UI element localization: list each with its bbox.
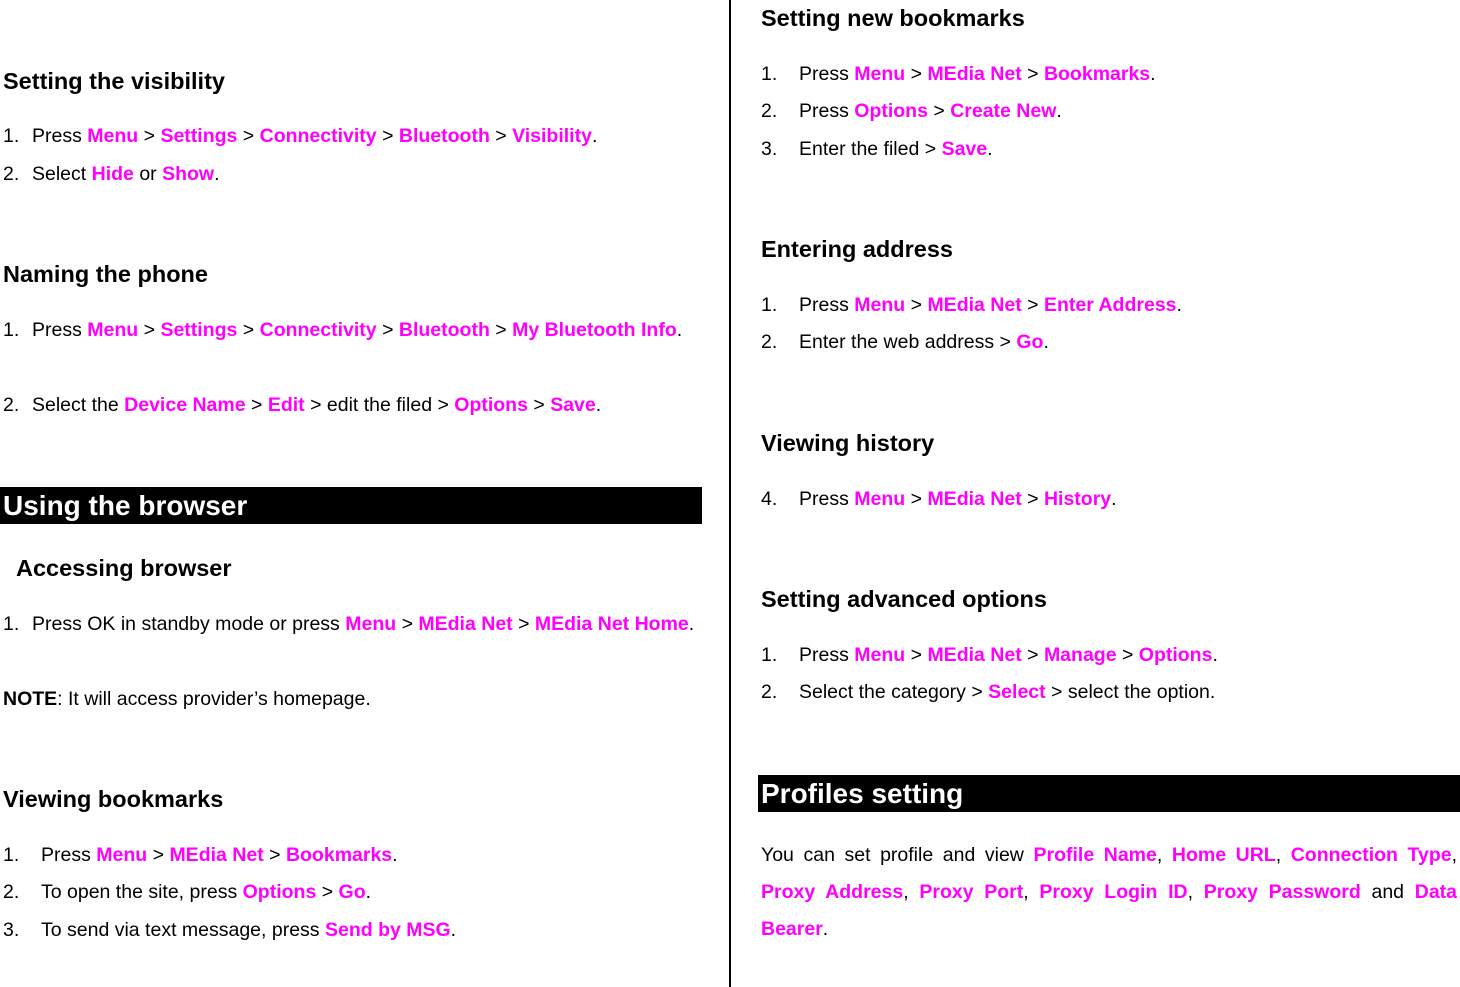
step-text: Press [799, 294, 849, 316]
step-number: 3. [3, 919, 20, 941]
section-bar-using-browser: Using the browser [0, 487, 702, 524]
paragraph-text: You can set profile and view [761, 844, 1024, 866]
connectivity-link: Connectivity [259, 319, 377, 341]
connection-type-link: Connection Type [1290, 844, 1452, 866]
separator: > [143, 319, 156, 341]
heading-viewing-history: Viewing history [761, 430, 935, 456]
period: . [1176, 294, 1182, 316]
proxy-port-link: Proxy Port [919, 881, 1024, 903]
bluetooth-link: Bluetooth [398, 319, 490, 341]
save-link: Save [941, 138, 988, 160]
step-text: To send via text message, press [41, 919, 320, 941]
heading-entering-address: Entering address [761, 236, 953, 262]
separator: > [910, 644, 923, 666]
step-text: Press [799, 100, 849, 122]
step-number: 1. [3, 319, 20, 341]
media-net-home-link: MEdia Net Home [534, 613, 689, 635]
separator: > [242, 319, 255, 341]
step-text: Select the [32, 394, 119, 416]
step-number: 1. [3, 844, 20, 866]
separator: > [910, 294, 923, 316]
profile-name-link: Profile Name [1033, 844, 1157, 866]
menu-link: Menu [854, 294, 906, 316]
step-text: Enter the web address > [799, 331, 1011, 353]
address-step-1 [761, 287, 1182, 324]
media-net-link: MEdia Net [927, 644, 1022, 666]
bookmarks-step-1 [3, 837, 398, 874]
period: . [1212, 644, 1218, 666]
separator: > [1121, 644, 1134, 666]
step-number: 1. [761, 63, 778, 85]
hide-link: Hide [91, 163, 134, 185]
new-bookmarks-step-3 [761, 131, 993, 168]
accessing-note [3, 681, 371, 718]
proxy-address-link: Proxy Address [761, 881, 904, 903]
step-number: 1. [3, 125, 20, 147]
history-step [761, 481, 1117, 518]
profiles-paragraph [761, 837, 1457, 948]
step-number: 2. [761, 681, 778, 703]
new-bookmarks-step-1 [761, 56, 1156, 93]
step-text: Press [799, 488, 849, 510]
step-text: Press [32, 319, 82, 341]
address-step-2 [761, 324, 1049, 361]
step-number: 2. [3, 881, 20, 903]
menu-link: Menu [87, 319, 139, 341]
separator: > [321, 881, 334, 903]
separator: > [269, 844, 281, 866]
step-number: 2. [3, 163, 20, 185]
separator: > [251, 394, 263, 416]
period: . [676, 319, 683, 341]
period: . [392, 844, 398, 866]
separator: > [143, 125, 156, 147]
step-text: Press [799, 63, 849, 85]
separator: > [910, 63, 923, 85]
media-net-link: MEdia Net [927, 63, 1022, 85]
step-number: 1. [3, 613, 20, 635]
step-number: 3. [761, 138, 778, 160]
separator: > [152, 844, 165, 866]
period: . [822, 918, 829, 940]
media-net-link: MEdia Net [169, 844, 264, 866]
period: . [1150, 63, 1156, 85]
section-bar-profiles-setting: Profiles setting [758, 775, 1460, 812]
step-number: 1. [761, 294, 778, 316]
heading-setting-visibility: Setting the visibility [3, 68, 225, 94]
step-number: 4. [761, 488, 778, 510]
step-number: 2. [3, 394, 20, 416]
step-text: > select the option. [1051, 681, 1216, 703]
options-link: Options [1138, 644, 1213, 666]
step-text: > edit the filed > [310, 394, 449, 416]
bluetooth-link: Bluetooth [398, 125, 490, 147]
period: . [450, 919, 457, 941]
go-link: Go [1016, 331, 1044, 353]
step-text: Enter the filed > [799, 138, 937, 160]
enter-address-link: Enter Address [1043, 294, 1177, 316]
save-link: Save [550, 394, 596, 416]
visibility-step-2 [3, 156, 220, 193]
visibility-link: Visibility [512, 125, 592, 147]
device-name-link: Device Name [124, 394, 246, 416]
bookmarks-link: Bookmarks [285, 844, 393, 866]
step-number: 2. [761, 331, 778, 353]
step-text: Press [41, 844, 91, 866]
create-new-link: Create New [950, 100, 1057, 122]
separator: > [910, 488, 923, 510]
settings-link: Settings [160, 319, 238, 341]
proxy-login-id-link: Proxy Login ID [1039, 881, 1188, 903]
menu-link: Menu [345, 613, 397, 635]
options-link: Options [854, 100, 928, 122]
connectivity-link: Connectivity [259, 125, 377, 147]
paragraph-text: and [1371, 881, 1405, 903]
separator: > [1027, 63, 1039, 85]
column-divider [729, 0, 731, 987]
home-url-link: Home URL [1171, 844, 1276, 866]
period: . [1043, 331, 1049, 353]
comma: , [1023, 881, 1029, 903]
advanced-step-1 [761, 637, 1218, 674]
menu-link: Menu [96, 844, 148, 866]
bookmarks-step-2 [3, 874, 371, 911]
manage-link: Manage [1043, 644, 1117, 666]
accessing-step-1 [3, 606, 699, 643]
menu-link: Menu [87, 125, 139, 147]
advanced-step-2 [761, 674, 1215, 711]
heading-setting-new-bookmarks: Setting new bookmarks [761, 5, 1025, 31]
period: . [591, 125, 598, 147]
edit-link: Edit [267, 394, 305, 416]
visibility-step-1 [3, 118, 597, 155]
separator: > [1027, 488, 1039, 510]
period: . [688, 613, 695, 635]
step-number: 2. [761, 100, 778, 122]
period: . [214, 163, 220, 185]
step-text: Press [32, 125, 82, 147]
period: . [365, 881, 372, 903]
separator: > [401, 613, 413, 635]
options-link: Options [242, 881, 317, 903]
heading-setting-advanced-options: Setting advanced options [761, 586, 1047, 612]
comma: , [1187, 881, 1194, 903]
separator: > [1027, 294, 1039, 316]
separator: > [382, 125, 394, 147]
new-bookmarks-step-2 [761, 93, 1062, 130]
show-link: Show [162, 163, 215, 185]
note-label: NOTE [3, 688, 58, 710]
comma: , [1156, 844, 1163, 866]
period: . [1111, 488, 1117, 510]
send-by-msg-link: Send by MSG [324, 919, 451, 941]
settings-link: Settings [160, 125, 238, 147]
step-number: 1. [761, 644, 778, 666]
step-text: Press OK in standby mode or press [32, 613, 340, 635]
bookmarks-step-3 [3, 912, 456, 949]
separator: > [933, 100, 945, 122]
heading-naming-phone: Naming the phone [3, 261, 208, 287]
comma: , [903, 881, 909, 903]
media-net-link: MEdia Net [927, 488, 1022, 510]
separator: > [518, 613, 530, 635]
step-text: Select the category > [799, 681, 983, 703]
proxy-password-link: Proxy Password [1203, 881, 1361, 903]
data-bearer-link: Data Bearer [761, 881, 1458, 940]
separator: > [495, 319, 507, 341]
period: . [595, 394, 602, 416]
my-bluetooth-info-link: My Bluetooth Info [512, 319, 677, 341]
heading-viewing-bookmarks: Viewing bookmarks [3, 786, 224, 812]
heading-accessing-browser: Accessing browser [16, 555, 232, 581]
separator: > [495, 125, 507, 147]
separator: > [533, 394, 545, 416]
bookmarks-link: Bookmarks [1043, 63, 1151, 85]
history-link: History [1043, 488, 1112, 510]
comma: , [1275, 844, 1282, 866]
media-net-link: MEdia Net [418, 613, 513, 635]
naming-step-2 [3, 387, 601, 424]
step-text: Select [32, 163, 87, 185]
period: . [987, 138, 993, 160]
go-link: Go [338, 881, 366, 903]
menu-link: Menu [854, 644, 906, 666]
select-link: Select [988, 681, 1046, 703]
separator: > [242, 125, 255, 147]
step-text: or [139, 163, 157, 185]
media-net-link: MEdia Net [927, 294, 1022, 316]
note-text: : It will access provider’s homepage. [57, 688, 371, 710]
period: . [1056, 100, 1062, 122]
menu-link: Menu [854, 63, 906, 85]
comma: , [1451, 844, 1458, 866]
separator: > [382, 319, 394, 341]
step-text: Press [799, 644, 849, 666]
naming-step-1 [3, 312, 699, 349]
menu-link: Menu [854, 488, 906, 510]
options-link: Options [454, 394, 528, 416]
separator: > [1027, 644, 1039, 666]
step-text: To open the site, press [41, 881, 238, 903]
